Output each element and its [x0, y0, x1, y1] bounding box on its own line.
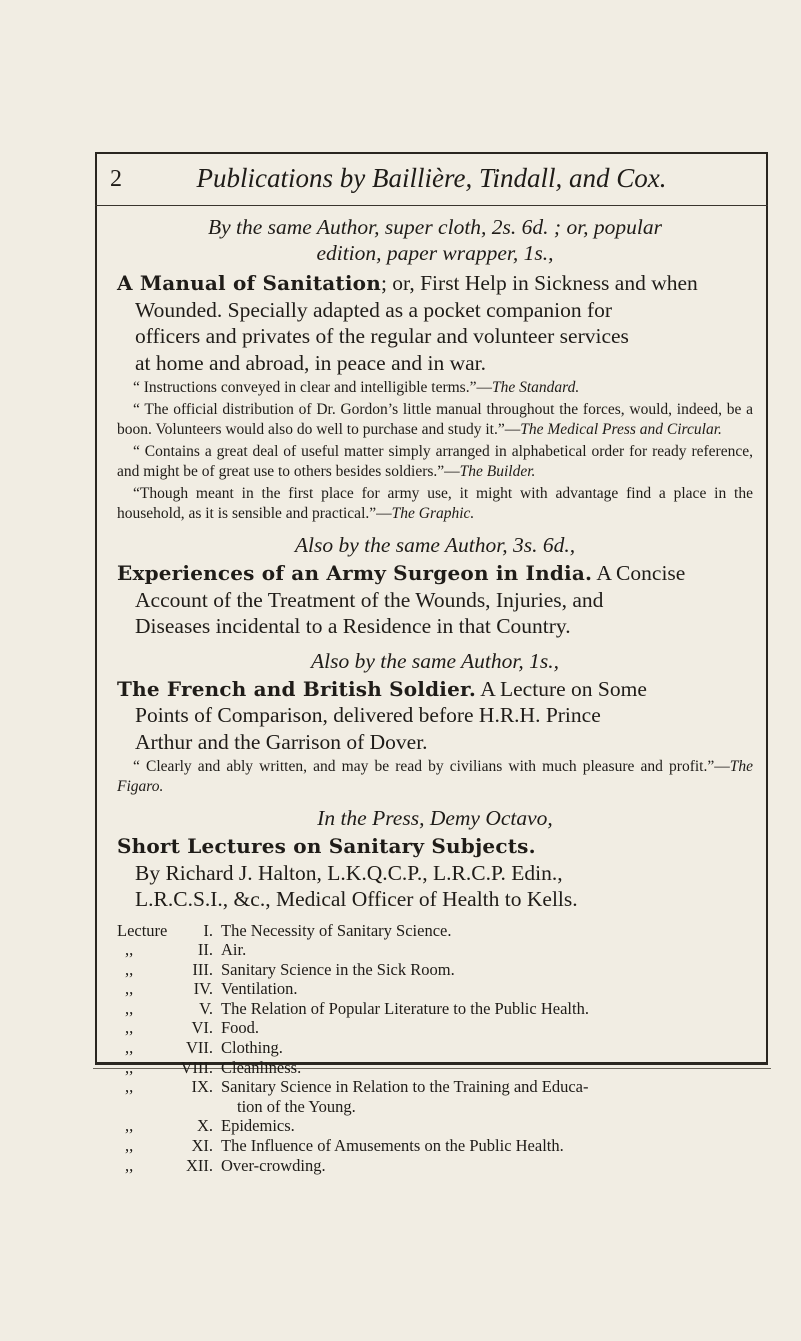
lecture-number: IV.: [193, 979, 213, 999]
lecture-number: II.: [197, 940, 213, 960]
lecture-title: Ventilation.: [221, 979, 298, 999]
book1-intro-line2: edition, paper wrapper, 1s.,: [316, 241, 554, 265]
lecture-item: [117, 1156, 753, 1176]
review-quote: “ Contains a great deal of useful matter simply arranged in alphabetical order for ready reference, and might be of great use to others besides soldiers.”—: [117, 443, 753, 480]
ditto-mark: ,,: [125, 1136, 134, 1156]
lecture-title: Food.: [221, 1018, 260, 1038]
book4-author-line1: By Richard J. Halton, L.K.Q.C.P., L.R.C.P. Edin.,: [135, 860, 563, 885]
book2-desc-line3: Diseases incidental to a Residence in that Country.: [135, 614, 571, 638]
review-medical-press: [117, 400, 753, 440]
lecture-item: [117, 960, 753, 980]
lecture-number: XI.: [191, 1136, 213, 1156]
ditto-mark: ,,: [125, 1116, 134, 1136]
book1-intro: [117, 214, 753, 266]
ditto-mark: ,,: [125, 1038, 134, 1058]
ditto-mark: ,,: [125, 940, 134, 960]
lecture-title: Sanitary Science in Relation to the Training and Educa-: [221, 1077, 589, 1097]
book1-intro-line1: By the same Author, super cloth, 2s. 6d. ; or, popular: [207, 215, 663, 239]
lecture-label: Lecture: [117, 920, 168, 940]
ditto-mark: ,,: [125, 1077, 134, 1097]
lecture-item: [117, 1058, 753, 1078]
review-source: The Graphic.: [391, 505, 475, 522]
book2-description: [117, 560, 753, 640]
review-figaro: [117, 757, 753, 797]
book3-desc-line2: Points of Comparison, delivered before H.R.H. Prince: [135, 703, 601, 727]
book1-desc-line1: ; or, First Help in Sickness and when: [380, 271, 698, 295]
review-source: The Medical Press and Circular.: [520, 421, 722, 438]
lecture-item: [117, 1116, 753, 1136]
review-quote: “ Clearly and ably written, and may be read by civilians with much pleasure and profit.”—: [133, 758, 730, 775]
book3-desc-line1: A Lecture on Some: [476, 676, 647, 701]
lecture-title: The Relation of Popular Literature to the Public Health.: [221, 998, 589, 1018]
review-quote: “Though meant in the first place for army use, it might with advantage find a place in the household, as it is sensible and practical.”—: [117, 485, 753, 522]
book1-title: A Manual of Sanitation: [117, 271, 381, 295]
lecture-number: III.: [192, 959, 213, 979]
lecture-number: IX.: [191, 1077, 213, 1097]
lecture-title: Sanitary Science in the Sick Room.: [221, 959, 455, 979]
book1-desc-line2: Wounded. Specially adapted as a pocket companion for: [135, 297, 613, 322]
book2-desc-line1: A Concise: [592, 561, 686, 585]
lecture-title: Cleanliness.: [221, 1057, 302, 1077]
review-standard: [117, 378, 753, 398]
book4-title-line: [117, 833, 753, 860]
lecture-number: VII.: [185, 1038, 213, 1058]
lecture-title: Over-crowding.: [221, 1155, 326, 1175]
ditto-mark: ,,: [125, 1018, 134, 1038]
review-source: The Figaro.: [117, 758, 753, 795]
review-source: The Standard.: [491, 379, 580, 396]
book2-intro: Also by the same Author, 3s. 6d.,: [294, 533, 576, 557]
lecture-item: [117, 1077, 753, 1116]
lecture-list: [117, 921, 753, 1176]
book3-title: The French and British Soldier.: [117, 676, 477, 701]
lecture-number: VI.: [191, 1018, 213, 1038]
lecture-number: I.: [203, 920, 213, 940]
book-experiences-army-surgeon: [117, 532, 753, 640]
book-french-and-british-soldier: [117, 648, 753, 798]
book1-description: [117, 270, 753, 376]
review-graphic: [117, 484, 753, 524]
lecture-item: [117, 921, 753, 941]
book4-title: Short Lectures on Sanitary Subjects.: [117, 834, 536, 858]
lecture-number: VIII.: [180, 1057, 213, 1077]
book-short-lectures: [117, 805, 753, 1175]
lecture-title: The Necessity of Sanitary Science.: [221, 920, 452, 940]
running-head: [95, 162, 768, 202]
lecture-number: XII.: [185, 1155, 213, 1175]
lecture-item: [117, 979, 753, 999]
lecture-item: [117, 1136, 753, 1156]
lecture-title: The Influence of Amusements on the Public Health.: [221, 1136, 564, 1156]
review-quote: “ Instructions conveyed in clear and intelligible terms.”—: [133, 379, 492, 396]
running-title: Publications by Baillière, Tindall, and Cox.: [196, 163, 667, 193]
review-quote: “ The official distribution of Dr. Gordon’s little manual throughout the forces, would, indeed, be a boon. Volunteers would also do well to purchase and study it.”—: [117, 401, 753, 438]
book1-desc-line3: officers and privates of the regular and volunteer services: [135, 324, 629, 348]
lecture-title-continued: tion of the Young.: [237, 1096, 356, 1116]
ditto-mark: ,,: [125, 1155, 134, 1175]
lecture-item: [117, 1018, 753, 1038]
lecture-number: X.: [196, 1116, 213, 1136]
head-rule: [95, 205, 768, 206]
lecture-title: Epidemics.: [221, 1116, 295, 1136]
lecture-title-wrap: [221, 1077, 753, 1116]
lecture-item: [117, 999, 753, 1019]
review-source: The Builder.: [459, 463, 536, 480]
book1-desc-line4: at home and abroad, in peace and in war.: [135, 350, 487, 375]
book4-author-line2: L.R.C.S.I., &c., Medical Officer of Health to Kells.: [135, 887, 578, 911]
ditto-mark: ,,: [125, 1057, 134, 1077]
lecture-title: Air.: [221, 940, 247, 960]
page-number: 2: [110, 166, 122, 192]
book2-title: Experiences of an Army Surgeon in India.: [117, 561, 593, 585]
ditto-mark: ,,: [125, 979, 134, 999]
book2-desc-line2: Account of the Treatment of the Wounds, Injuries, and: [135, 587, 604, 612]
page-content: [117, 214, 753, 1175]
book4-intro: In the Press, Demy Octavo,: [317, 806, 553, 830]
book3-desc-line3: Arthur and the Garrison of Dover.: [135, 729, 428, 754]
ditto-mark: ,,: [125, 959, 134, 979]
lecture-title: Clothing.: [221, 1038, 283, 1058]
book-manual-of-sanitation: [117, 214, 753, 524]
book3-intro: Also by the same Author, 1s.,: [310, 648, 560, 673]
review-builder: [117, 442, 753, 482]
lecture-number: V.: [199, 998, 213, 1018]
lecture-item: [117, 1038, 753, 1058]
book3-description: [117, 676, 753, 756]
ditto-mark: ,,: [125, 998, 134, 1018]
book4-author: [117, 860, 753, 913]
lecture-item: [117, 940, 753, 960]
